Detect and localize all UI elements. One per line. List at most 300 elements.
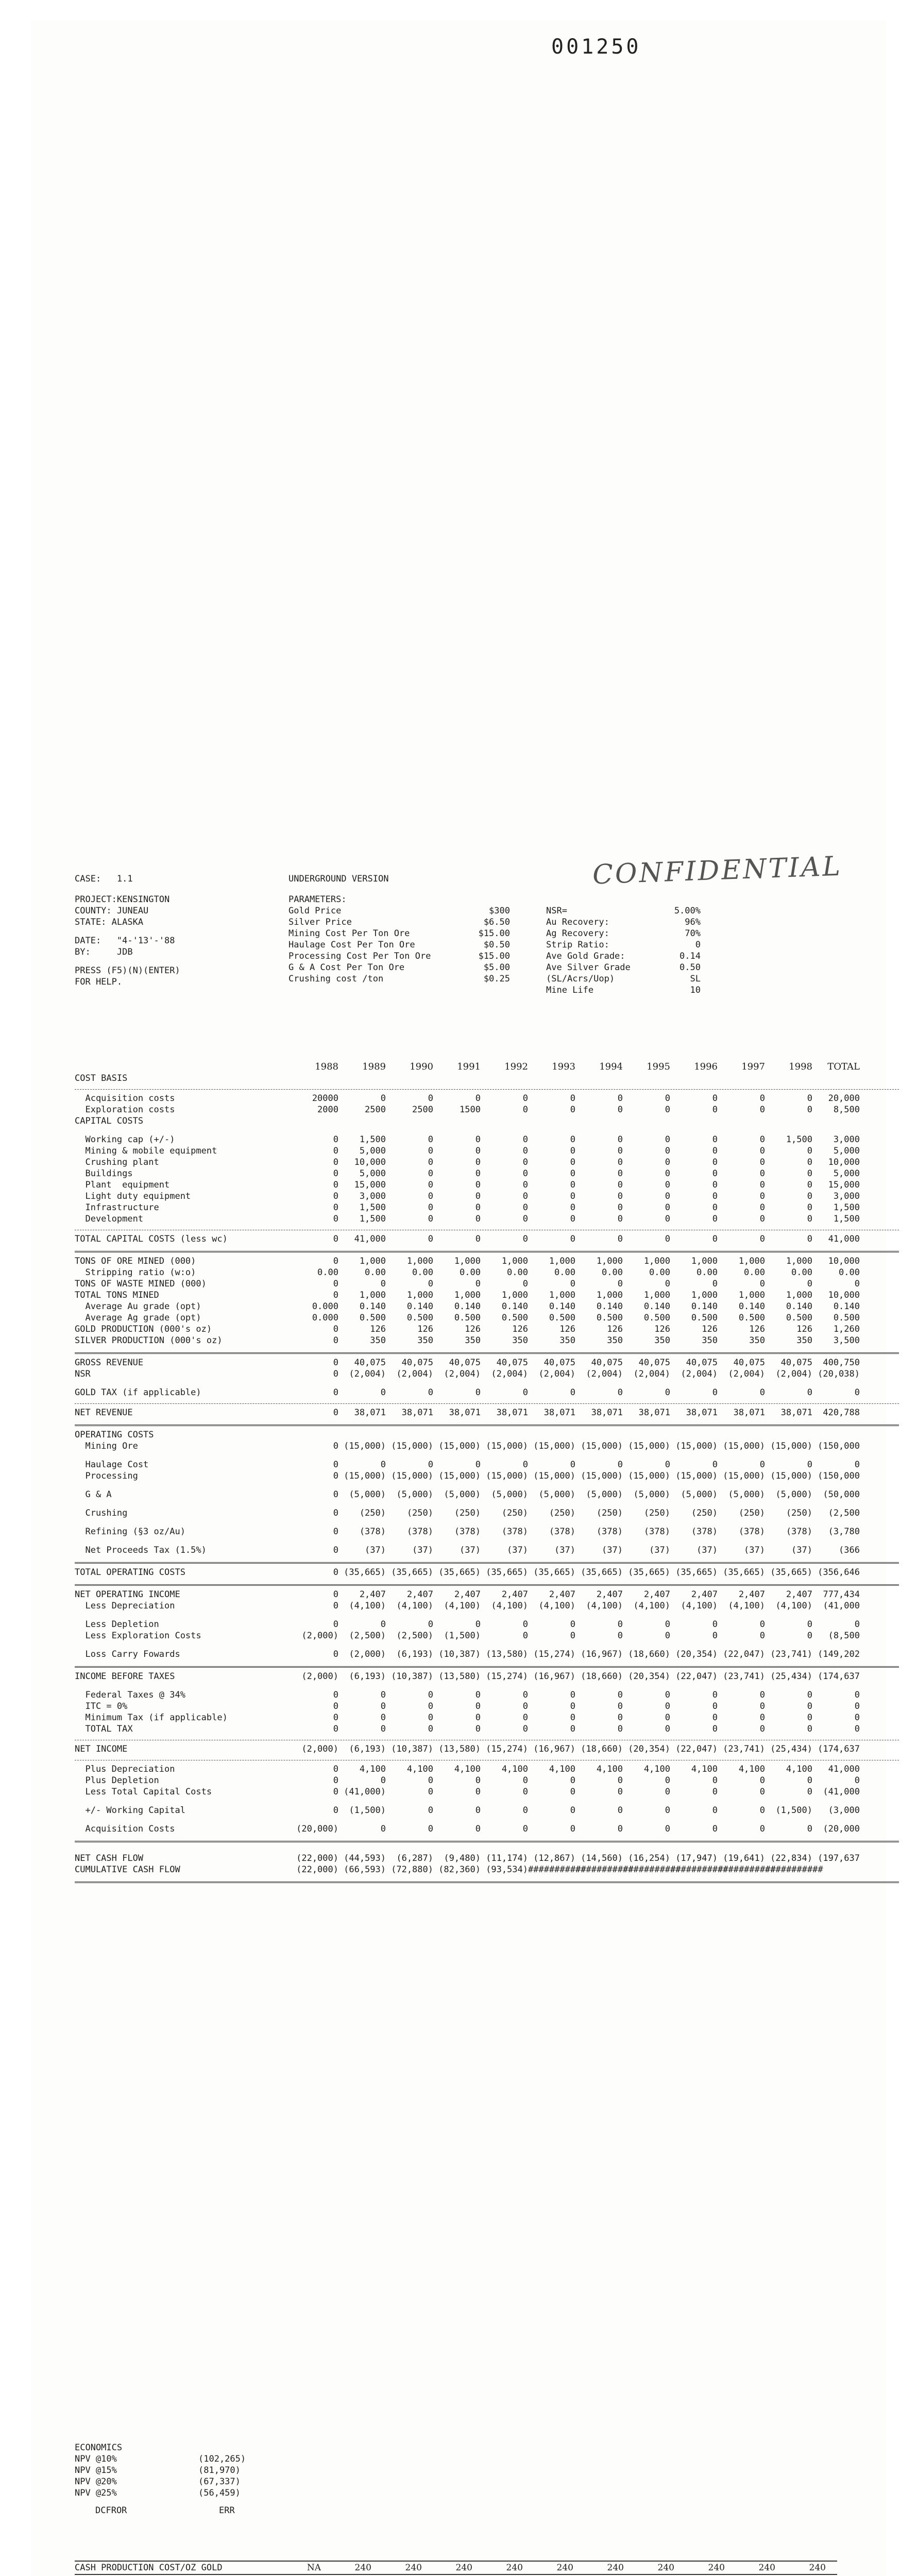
table-cell: 0 bbox=[712, 1191, 718, 1201]
table-cell: 0 bbox=[333, 1369, 338, 1379]
table-cell: 1,000 bbox=[691, 1256, 718, 1266]
table-cell: 5,000 bbox=[359, 1168, 386, 1179]
table-cell: (37) bbox=[507, 1545, 528, 1555]
table-cell: (174,637 bbox=[818, 1744, 860, 1754]
project-name: PROJECT:KENSINGTON bbox=[75, 894, 170, 905]
table-row bbox=[75, 1689, 899, 1701]
table-cell: (15,274) bbox=[533, 1649, 575, 1659]
table-row bbox=[75, 1213, 899, 1225]
row-label: +/- Working Capital bbox=[75, 1805, 185, 1816]
table-cell: 0.00 bbox=[554, 1267, 575, 1278]
table-cell: (37) bbox=[744, 1545, 765, 1555]
table-cell: 0 bbox=[570, 1805, 575, 1816]
table-cell: (150,000 bbox=[818, 1471, 860, 1481]
table-cell: (23,741) bbox=[723, 1671, 765, 1682]
table-cell: 0 bbox=[807, 1202, 812, 1213]
parameter-value bbox=[474, 985, 510, 996]
table-cell: 0 bbox=[522, 1180, 528, 1190]
table-cell: (10,387) bbox=[391, 1671, 433, 1682]
economics-block bbox=[75, 2442, 281, 2516]
table-cell: 0 bbox=[522, 1202, 528, 1213]
table-row bbox=[75, 1202, 899, 1213]
table-cell: (5,000) bbox=[775, 1489, 812, 1500]
table-cell: 0.140 bbox=[833, 1301, 860, 1312]
table-row bbox=[75, 1256, 899, 1267]
parameter-value-2: 10 bbox=[690, 985, 701, 995]
parameter-value-2: 0.14 bbox=[680, 951, 701, 961]
table-cell: 0.500 bbox=[359, 1313, 386, 1323]
table-cell: 2,407 bbox=[738, 1589, 765, 1600]
parameter-name: Mining Cost Per Ton Ore bbox=[288, 928, 410, 939]
table-cell: 0 bbox=[807, 1157, 812, 1167]
cash-cost-cell: 240 bbox=[809, 2563, 826, 2573]
table-cell: (8,500 bbox=[828, 1631, 860, 1641]
version-label: UNDERGROUND VERSION bbox=[288, 874, 389, 884]
table-cell: 0 bbox=[759, 1105, 765, 1115]
row-label: Loss Carry Fowards bbox=[75, 1649, 180, 1659]
row-spacer bbox=[75, 1500, 899, 1507]
table-cell: 0 bbox=[712, 1105, 718, 1115]
double-rule bbox=[75, 1875, 899, 1883]
row-label: Refining (§3 oz/Au) bbox=[75, 1527, 185, 1537]
table-cell: 0 bbox=[759, 1134, 765, 1145]
table-cell: 0 bbox=[712, 1387, 718, 1398]
table-cell: 0 bbox=[759, 1157, 765, 1167]
table-cell: 0 bbox=[759, 1805, 765, 1816]
table-cell: 0 bbox=[617, 1168, 623, 1179]
table-cell: (23,741) bbox=[770, 1649, 812, 1659]
table-cell: (35,665) bbox=[581, 1567, 623, 1578]
table-row bbox=[75, 1440, 899, 1452]
table-cell: (378) bbox=[643, 1527, 670, 1537]
table-cell: 0 bbox=[807, 1701, 812, 1711]
npv-row bbox=[75, 2453, 281, 2465]
table-cell: 0 bbox=[807, 1180, 812, 1190]
table-cell: (4,100) bbox=[681, 1601, 718, 1611]
table-cell: 0 bbox=[333, 1713, 338, 1723]
table-cell: 350 bbox=[370, 1335, 386, 1346]
row-spacer bbox=[75, 1452, 899, 1459]
table-cell: 2000 bbox=[317, 1105, 338, 1115]
table-cell: 0 bbox=[475, 1805, 481, 1816]
table-cell: (5,000) bbox=[633, 1489, 670, 1500]
table-cell: (15,000) bbox=[344, 1441, 386, 1451]
table-cell: 0 bbox=[380, 1279, 386, 1289]
table-cell: 0 bbox=[333, 1690, 338, 1700]
table-cell: (37) bbox=[697, 1545, 718, 1555]
table-cell: 0 bbox=[570, 1631, 575, 1641]
parameter-row bbox=[288, 973, 701, 985]
table-cell: 0 bbox=[333, 1408, 338, 1418]
table-cell: 3,500 bbox=[833, 1335, 860, 1346]
table-cell: 126 bbox=[796, 1324, 812, 1334]
table-row bbox=[75, 1545, 899, 1556]
table-cell: (23,741) bbox=[723, 1744, 765, 1754]
year-header-cell: 1989 bbox=[362, 1061, 386, 1072]
table-cell: (2,004) bbox=[396, 1369, 433, 1379]
table-row bbox=[75, 1853, 899, 1864]
table-cell: 1,500 bbox=[786, 1134, 812, 1145]
table-cell: 40,075 bbox=[401, 1358, 433, 1368]
table-cell: 0 bbox=[807, 1724, 812, 1734]
table-cell: (250) bbox=[406, 1508, 433, 1518]
table-cell: (15,000) bbox=[486, 1471, 528, 1481]
table-cell: 40,075 bbox=[544, 1358, 575, 1368]
table-cell: 5,000 bbox=[833, 1168, 860, 1179]
table-cell: 0 bbox=[522, 1805, 528, 1816]
table-cell: 0 bbox=[759, 1180, 765, 1190]
table-cell: 0.140 bbox=[691, 1301, 718, 1312]
table-cell: (37) bbox=[791, 1545, 812, 1555]
table-cell: 4,100 bbox=[359, 1764, 386, 1774]
row-label: Working cap (+/-) bbox=[75, 1134, 175, 1145]
table-cell: (2,000) bbox=[301, 1671, 338, 1682]
table-cell: 0 bbox=[854, 1387, 860, 1398]
dashed-rule bbox=[75, 1398, 899, 1404]
table-cell: (2,500 bbox=[828, 1508, 860, 1518]
table-cell: (15,000) bbox=[628, 1441, 670, 1451]
table-cell: (2,004) bbox=[586, 1369, 623, 1379]
table-cell: 0 bbox=[475, 1690, 481, 1700]
table-cell: 0 bbox=[665, 1202, 670, 1213]
economics-title: ECONOMICS bbox=[75, 2443, 123, 2453]
table-cell: (250) bbox=[643, 1508, 670, 1518]
table-cell: 1500 bbox=[460, 1105, 481, 1115]
table-cell: 0 bbox=[333, 1324, 338, 1334]
table-cell: (35,665) bbox=[628, 1567, 670, 1578]
table-cell: (174,637 bbox=[818, 1671, 860, 1682]
table-cell: 0 bbox=[759, 1234, 765, 1244]
table-cell: 0 bbox=[333, 1180, 338, 1190]
table-cell: (3,780 bbox=[828, 1527, 860, 1537]
table-cell: 0 bbox=[428, 1805, 433, 1816]
table-cell: 0 bbox=[807, 1191, 812, 1201]
table-cell: 0.140 bbox=[786, 1301, 812, 1312]
row-label: CUMULATIVE CASH FLOW bbox=[75, 1865, 180, 1875]
table-cell: 350 bbox=[654, 1335, 670, 1346]
table-cell: (16,254) bbox=[628, 1853, 670, 1863]
table-cell: 0 bbox=[665, 1146, 670, 1156]
table-cell: 126 bbox=[654, 1324, 670, 1334]
table-cell: 0 bbox=[712, 1787, 718, 1797]
table-cell: 0 bbox=[665, 1701, 670, 1711]
table-cell: 350 bbox=[702, 1335, 718, 1346]
year-header-cell: 1993 bbox=[552, 1061, 575, 1072]
table-cell: 0 bbox=[665, 1824, 670, 1834]
table-cell: 0 bbox=[522, 1775, 528, 1786]
table-cell: 0 bbox=[475, 1202, 481, 1213]
table-cell: 0 bbox=[428, 1214, 433, 1224]
table-cell: 0.140 bbox=[596, 1301, 623, 1312]
table-cell: (197,637 bbox=[818, 1853, 860, 1863]
table-cell: 0.500 bbox=[501, 1313, 528, 1323]
table-cell: 0 bbox=[522, 1631, 528, 1641]
table-cell: 0 bbox=[522, 1824, 528, 1834]
table-row bbox=[75, 1093, 899, 1104]
table-cell: 40,075 bbox=[638, 1358, 670, 1368]
table-row bbox=[75, 1134, 899, 1145]
table-cell: 0 bbox=[475, 1093, 481, 1104]
table-cell: 0 bbox=[333, 1358, 338, 1368]
table-cell: (15,000) bbox=[438, 1471, 481, 1481]
table-cell: 0 bbox=[522, 1157, 528, 1167]
help-line-1: PRESS (F5)(N)(ENTER) bbox=[75, 965, 180, 976]
table-cell: (20,038) bbox=[818, 1369, 860, 1379]
table-cell: 0 bbox=[617, 1105, 623, 1115]
table-cell: (250) bbox=[549, 1508, 575, 1518]
table-cell: (35,665) bbox=[391, 1567, 433, 1578]
table-cell: 0 bbox=[428, 1191, 433, 1201]
table-cell: (37) bbox=[460, 1545, 481, 1555]
table-cell: (50,000 bbox=[823, 1489, 860, 1500]
table-row bbox=[75, 1723, 899, 1735]
table-cell: 41,000 bbox=[828, 1234, 860, 1244]
table-cell: 0 bbox=[617, 1093, 623, 1104]
table-cell: 0.140 bbox=[549, 1301, 575, 1312]
row-spacer bbox=[75, 1380, 899, 1387]
table-cell: 0 bbox=[475, 1787, 481, 1797]
cash-cost-cell: 240 bbox=[607, 2563, 624, 2573]
table-cell: 1,000 bbox=[738, 1256, 765, 1266]
table-cell: 400,750 bbox=[823, 1358, 860, 1368]
table-cell: 0 bbox=[759, 1713, 765, 1723]
table-cell: 0 bbox=[522, 1134, 528, 1145]
table-cell: (15,000) bbox=[344, 1471, 386, 1481]
row-label: SILVER PRODUCTION (000's oz) bbox=[75, 1335, 223, 1346]
table-cell: 0 bbox=[617, 1805, 623, 1816]
table-cell: 0 bbox=[570, 1180, 575, 1190]
table-cell: 0 bbox=[333, 1168, 338, 1179]
table-cell: (4,100) bbox=[633, 1601, 670, 1611]
table-cell: 0 bbox=[665, 1134, 670, 1145]
table-cell: 0 bbox=[712, 1093, 718, 1104]
table-cell: 0 bbox=[522, 1105, 528, 1115]
year-header-cell: 1996 bbox=[694, 1061, 718, 1072]
table-row bbox=[75, 1290, 899, 1301]
table-cell: 0 bbox=[665, 1460, 670, 1470]
table-cell: (22,047) bbox=[675, 1744, 718, 1754]
table-cell: (20,000 bbox=[823, 1824, 860, 1834]
table-cell: 0 bbox=[428, 1134, 433, 1145]
double-rule bbox=[75, 1418, 899, 1426]
table-cell: 38,071 bbox=[401, 1408, 433, 1418]
table-cell: 1,000 bbox=[406, 1290, 433, 1300]
table-cell: 0 bbox=[333, 1764, 338, 1774]
table-cell: (1,500) bbox=[349, 1805, 386, 1816]
table-cell: 0 bbox=[333, 1234, 338, 1244]
table-cell: (2,000) bbox=[301, 1744, 338, 1754]
table-cell: 0.500 bbox=[833, 1313, 860, 1323]
project-author: BY: JDB bbox=[75, 947, 133, 957]
table-cell: 2,407 bbox=[596, 1589, 623, 1600]
table-cell: 0 bbox=[759, 1202, 765, 1213]
npv-value: (67,337) bbox=[198, 2477, 241, 2487]
table-cell: 0 bbox=[712, 1631, 718, 1641]
table-cell: 0 bbox=[617, 1157, 623, 1167]
row-label: Haulage Cost bbox=[75, 1460, 149, 1470]
table-cell: (15,000) bbox=[533, 1441, 575, 1451]
table-cell: 0 bbox=[380, 1690, 386, 1700]
table-cell: 0 bbox=[475, 1234, 481, 1244]
table-cell: 0 bbox=[380, 1387, 386, 1398]
table-cell: (5,000) bbox=[538, 1489, 575, 1500]
table-cell: (35,665) bbox=[486, 1567, 528, 1578]
table-cell: (35,665) bbox=[438, 1567, 481, 1578]
table-cell: (4,100) bbox=[775, 1601, 812, 1611]
row-label: Crushing bbox=[75, 1508, 128, 1518]
parameter-name-2: Mine Life bbox=[546, 985, 594, 995]
table-cell: 0 bbox=[522, 1234, 528, 1244]
table-cell: 0 bbox=[475, 1180, 481, 1190]
table-cell: 38,071 bbox=[780, 1408, 812, 1418]
parameter-value-2: SL bbox=[690, 974, 701, 984]
table-row bbox=[75, 1301, 899, 1312]
table-row bbox=[75, 1191, 899, 1202]
table-cell: (72,880) bbox=[391, 1865, 433, 1875]
table-cell: 0 bbox=[854, 1460, 860, 1470]
row-label: Buildings bbox=[75, 1168, 133, 1179]
table-cell: 0 bbox=[712, 1234, 718, 1244]
row-label: G & A bbox=[75, 1489, 112, 1500]
npv-value: (81,970) bbox=[198, 2465, 241, 2476]
parameter-value-2: 0 bbox=[695, 940, 701, 950]
table-cell: 0 bbox=[570, 1146, 575, 1156]
table-cell: (2,004) bbox=[681, 1369, 718, 1379]
table-cell: 0 bbox=[333, 1471, 338, 1481]
table-cell: (250) bbox=[501, 1508, 528, 1518]
table-cell: 0 bbox=[380, 1619, 386, 1630]
table-cell: 0 bbox=[712, 1805, 718, 1816]
table-cell: 0.000 bbox=[312, 1301, 338, 1312]
table-cell: 0 bbox=[712, 1168, 718, 1179]
table-cell: 38,071 bbox=[496, 1408, 528, 1418]
row-spacer bbox=[75, 1798, 899, 1805]
table-cell: (22,000) bbox=[296, 1853, 338, 1863]
row-label: TOTAL TAX bbox=[75, 1724, 133, 1734]
table-cell: 0.00 bbox=[744, 1267, 765, 1278]
row-label: TOTAL TONS MINED bbox=[75, 1290, 159, 1300]
table-cell: 0 bbox=[428, 1824, 433, 1834]
table-cell: 0 bbox=[807, 1824, 812, 1834]
table-cell: 0 bbox=[570, 1279, 575, 1289]
parameter-name: Gold Price bbox=[288, 906, 342, 916]
table-cell: (41,000 bbox=[823, 1787, 860, 1797]
table-cell: (5,000) bbox=[349, 1489, 386, 1500]
table-cell: 0 bbox=[712, 1202, 718, 1213]
table-cell: 0 bbox=[475, 1775, 481, 1786]
table-cell: 0 bbox=[333, 1387, 338, 1398]
table-cell: 0 bbox=[380, 1701, 386, 1711]
case-key: CASE: bbox=[75, 874, 101, 884]
table-cell: (378) bbox=[501, 1527, 528, 1537]
confidential-stamp: CONFIDENTIAL bbox=[592, 851, 843, 891]
npv-label: NPV @15% bbox=[75, 2465, 117, 2476]
table-cell: (14,560) bbox=[581, 1853, 623, 1863]
cash-cost-cell: 240 bbox=[657, 2563, 674, 2573]
table-cell: (15,000) bbox=[675, 1471, 718, 1481]
table-cell: 0 bbox=[380, 1460, 386, 1470]
table-cell: (10,387) bbox=[438, 1649, 481, 1659]
table-cell: 0 bbox=[333, 1649, 338, 1659]
table-cell: (378) bbox=[786, 1527, 812, 1537]
table-cell: 0 bbox=[570, 1168, 575, 1179]
table-cell: 1,000 bbox=[738, 1290, 765, 1300]
table-cell: 0 bbox=[522, 1713, 528, 1723]
table-cell: (15,274) bbox=[486, 1671, 528, 1682]
parameter-value: $6.50 bbox=[483, 917, 510, 927]
table-cell: 40,075 bbox=[449, 1358, 481, 1368]
parameter-value-2: 96% bbox=[685, 917, 701, 927]
table-cell: 0 bbox=[522, 1214, 528, 1224]
table-cell: (2,500) bbox=[396, 1631, 433, 1641]
table-cell: (9,480) bbox=[444, 1853, 481, 1863]
table-cell: 1,000 bbox=[691, 1290, 718, 1300]
table-cell: 0 bbox=[617, 1214, 623, 1224]
table-cell: 0 bbox=[570, 1824, 575, 1834]
table-cell: (3,000 bbox=[828, 1805, 860, 1816]
table-cell: 0 bbox=[665, 1105, 670, 1115]
row-label: OPERATING COSTS bbox=[75, 1430, 154, 1440]
year-header-cell: 1991 bbox=[457, 1061, 481, 1072]
row-spacer bbox=[75, 1682, 899, 1689]
table-cell: 10,000 bbox=[828, 1256, 860, 1266]
row-label: Less Total Capital Costs bbox=[75, 1787, 212, 1797]
table-cell: 0 bbox=[333, 1567, 338, 1578]
table-cell: 0.00 bbox=[365, 1267, 386, 1278]
table-cell: 0 bbox=[570, 1134, 575, 1145]
table-row bbox=[75, 1115, 899, 1127]
table-cell: (44,593) bbox=[344, 1853, 386, 1863]
table-cell: 0 bbox=[333, 1545, 338, 1555]
table-cell: (1,500) bbox=[444, 1631, 481, 1641]
table-cell: 0 bbox=[333, 1460, 338, 1470]
table-cell: 0 bbox=[428, 1619, 433, 1630]
table-cell: 0 bbox=[665, 1724, 670, 1734]
dashed-rule bbox=[75, 1755, 899, 1760]
table-cell: 15,000 bbox=[354, 1180, 386, 1190]
table-cell: 40,075 bbox=[686, 1358, 718, 1368]
table-cell: 0 bbox=[428, 1701, 433, 1711]
table-cell: 2,407 bbox=[786, 1589, 812, 1600]
help-line-2: FOR HELP. bbox=[75, 977, 123, 987]
table-cell: 0 bbox=[333, 1805, 338, 1816]
table-cell: 41,000 bbox=[354, 1234, 386, 1244]
parameter-name: Crushing cost /ton bbox=[288, 974, 384, 984]
table-cell: 0 bbox=[333, 1290, 338, 1300]
table-cell: 0 bbox=[807, 1619, 812, 1630]
table-cell: 126 bbox=[702, 1324, 718, 1334]
row-label: Crushing plant bbox=[75, 1157, 159, 1167]
table-cell: 3,000 bbox=[833, 1191, 860, 1201]
table-cell: 0.500 bbox=[738, 1313, 765, 1323]
table-cell: 0 bbox=[617, 1724, 623, 1734]
table-cell: (15,000) bbox=[486, 1441, 528, 1451]
table-cell: 0 bbox=[807, 1105, 812, 1115]
table-cell: 40,075 bbox=[496, 1358, 528, 1368]
table-cell: 0 bbox=[712, 1460, 718, 1470]
table-cell: 0 bbox=[333, 1191, 338, 1201]
row-label: Net Proceeds Tax (1.5%) bbox=[75, 1545, 207, 1555]
table-cell: 0 bbox=[712, 1157, 718, 1167]
table-cell: 0 bbox=[807, 1713, 812, 1723]
table-cell: 0 bbox=[570, 1775, 575, 1786]
table-cell: 4,100 bbox=[501, 1764, 528, 1774]
table-cell: 10,000 bbox=[828, 1290, 860, 1300]
table-row bbox=[75, 1526, 899, 1537]
table-cell: 1,000 bbox=[786, 1290, 812, 1300]
table-cell: 0 bbox=[333, 1146, 338, 1156]
table-cell: 1,500 bbox=[833, 1202, 860, 1213]
